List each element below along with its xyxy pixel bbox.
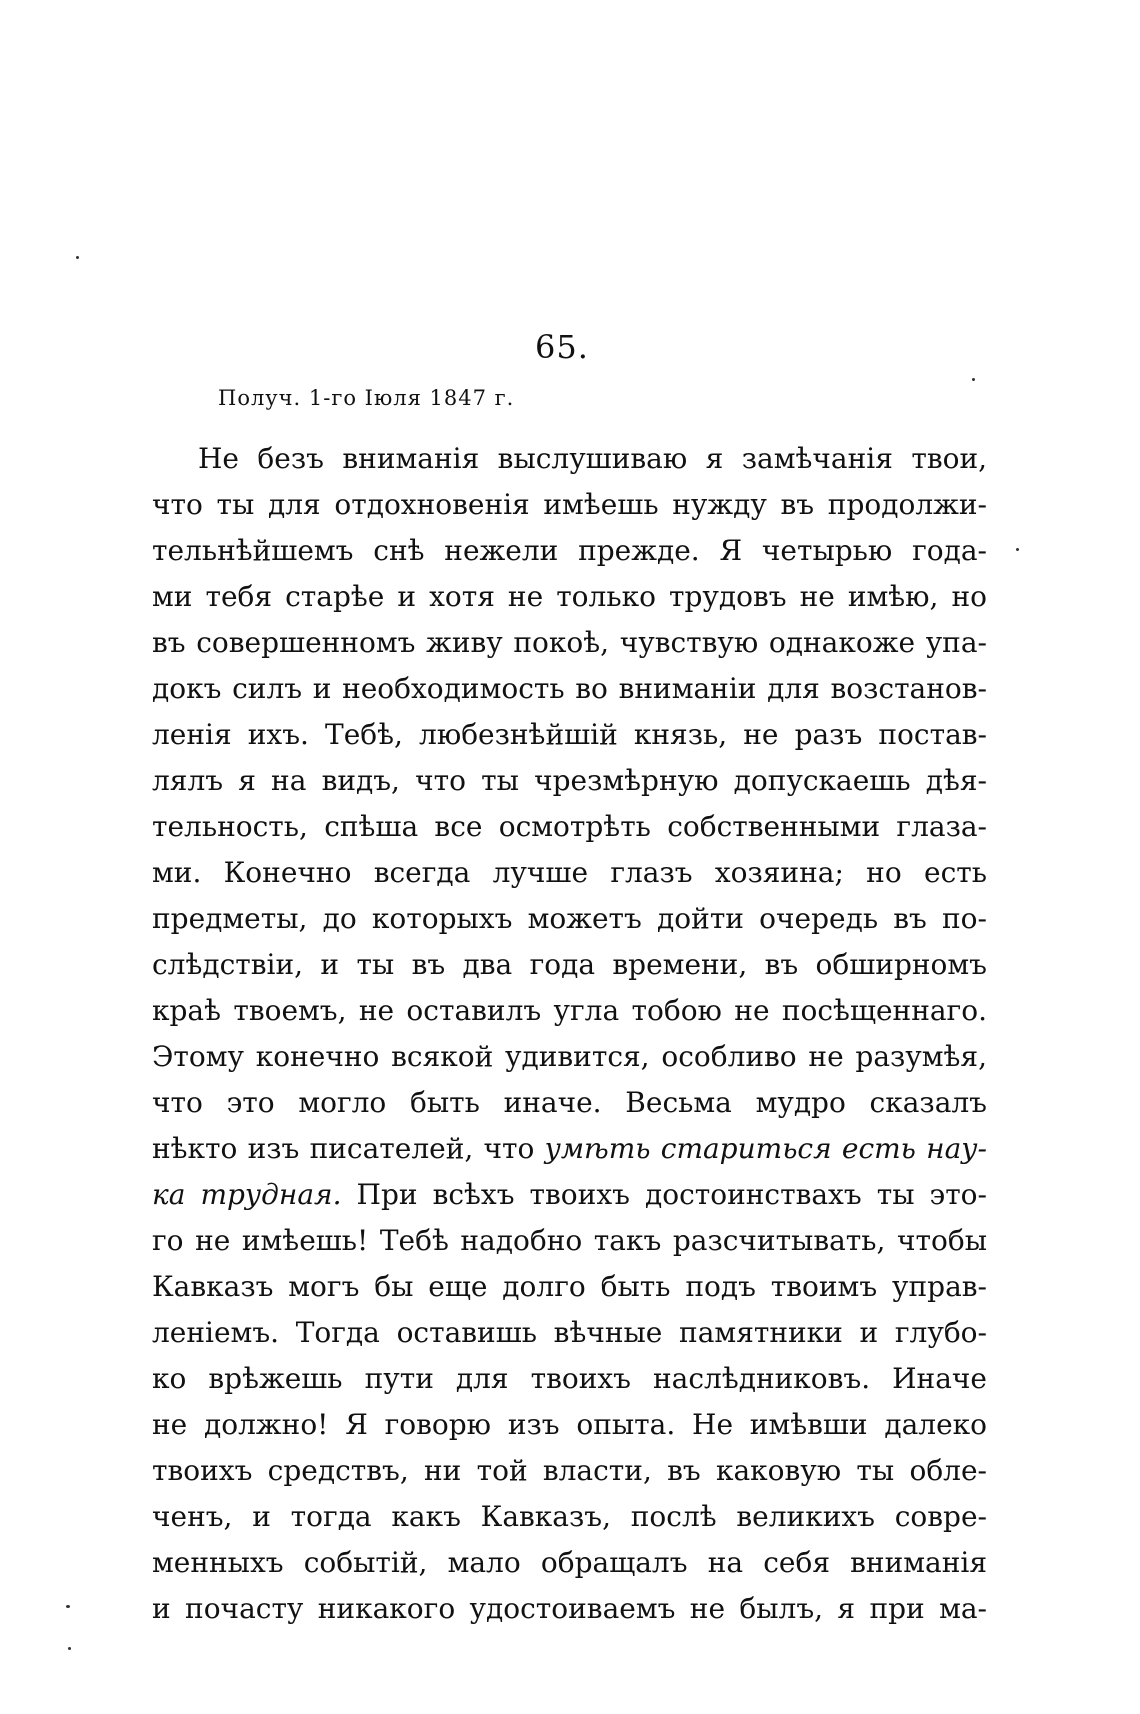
text-line: не должно! Я говорю изъ опыта. Не имѣвши далеко [152, 1408, 987, 1441]
text-line: что ты для отдохновенія имѣешь нужду въ продолжи- [152, 488, 987, 521]
text-line: краѣ твоемъ, не оставилъ угла тобою не посѣщеннаго. [152, 994, 987, 1027]
text-line: лялъ я на видъ, что ты чрезмѣрную допускаешь дѣя- [152, 764, 987, 797]
page-number: 65. [535, 328, 589, 366]
text-line: нѣкто изъ писателей, что умѣть стариться есть нау- [152, 1132, 987, 1165]
text-line: Кавказъ могъ бы еще долго быть подъ твоимъ управ- [152, 1270, 987, 1303]
italic-quote: умѣть стариться есть нау- [544, 1132, 987, 1165]
italic-quote: ка трудная. [152, 1178, 342, 1211]
letter-body [152, 436, 987, 1632]
text-line: ми тебя старѣе и хотя не только трудовъ не имѣю, но [152, 580, 987, 613]
text-line: слѣдствіи, и ты въ два года времени, въ обширномъ [152, 948, 987, 981]
scan-speck [1016, 548, 1019, 551]
text-line: ми. Конечно всегда лучше глазъ хозяина; но есть [152, 856, 987, 889]
scan-speck [66, 1605, 70, 1608]
text-line: ленія ихъ. Тебѣ, любезнѣйшій князь, не разъ постав- [152, 718, 987, 751]
text-line: го не имѣешь! Тебѣ надобно такъ разсчитывать, чтобы [152, 1224, 987, 1257]
text-line: тельность, спѣша все осмотрѣть собственными глаза- [152, 810, 987, 843]
text-line: менныхъ событій, мало обращалъ на себя вниманія [152, 1546, 987, 1579]
text-line: въ совершенномъ живу покоѣ, чувствую однакоже упа- [152, 626, 987, 659]
text-line: твоихъ средствъ, ни той власти, въ каковую ты обле- [152, 1454, 987, 1487]
dateline: Получ. 1-го Іюля 1847 г. [218, 386, 515, 410]
text-line: тельнѣйшемъ снѣ нежели прежде. Я четырью года- [152, 534, 987, 567]
text-line: ка трудная. При всѣхъ твоихъ достоинствахъ ты это- [152, 1178, 987, 1211]
scan-speck [972, 378, 975, 381]
scan-speck [76, 256, 79, 259]
scan-speck [68, 1647, 71, 1650]
text-line: ко врѣжешь пути для твоихъ наслѣдниковъ. Иначе [152, 1362, 987, 1395]
text-line: предметы, до которыхъ можетъ дойти очередь въ по- [152, 902, 987, 935]
text-line: что это могло быть иначе. Весьма мудро сказалъ [152, 1086, 987, 1119]
text-line: Этому конечно всякой удивится, особливо не разумѣя, [152, 1040, 987, 1073]
text-line: и почасту никакого удостоиваемъ не былъ, я при ма- [152, 1592, 987, 1625]
text-line: ченъ, и тогда какъ Кавказъ, послѣ великихъ совре- [152, 1500, 987, 1533]
text-line: Не безъ вниманія выслушиваю я замѣчанія твои, [198, 442, 987, 475]
text-line: докъ силъ и необходимость во вниманіи для возстанов- [152, 672, 987, 705]
text-line: леніемъ. Тогда оставишь вѣчные памятники и глубо- [152, 1316, 987, 1349]
